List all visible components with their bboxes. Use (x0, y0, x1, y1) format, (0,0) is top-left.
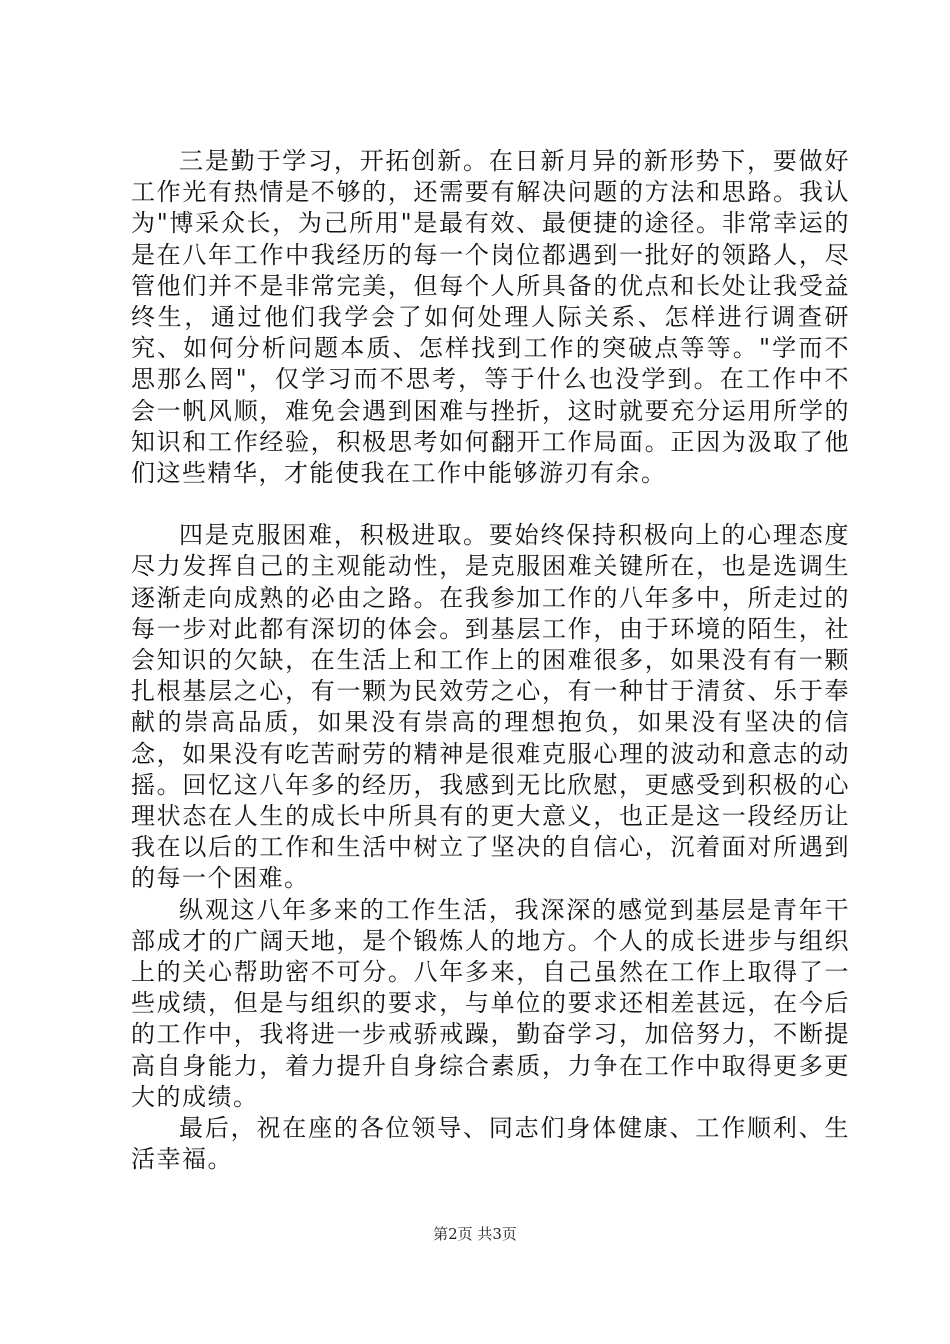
paragraph-overcome-difficulties: 四是克服困难，积极进取。要始终保持积极向上的心理态度尽力发挥自己的主观能动性，是克服困难关键所在，也是选调生逐渐走向成熟的必由之路。在我参加工作的八年多中，所走过的每一步对此都有深切的体会。到基层工作，由于环境的陌生，社会知识的欠缺，在生活上和工作上的困难很多，如果没有有一颗扎根基层之心，有一颗为民效劳之心，有一种甘于清贫、乐于奉献的崇高品质，如果没有崇高的理想抱负，如果没有坚决的信念，如果没有吃苦耐劳的精神是很难克服心理的波动和意志的动摇。回忆这八年多的经历，我感到无比欣慰，更感受到积极的心理状态在人生的成长中所具有的更大意义，也正是这一段经历让我在以后的工作和生活中树立了坚决的自信心，沉着面对所遇到的每一个困难。 (131, 521, 850, 893)
paragraph-study-innovation: 三是勤于学习，开拓创新。在日新月异的新形势下，要做好工作光有热情是不够的，还需要有解决问题的方法和思路。我认为"博采众长，为己所用"是最有效、最便捷的途径。非常幸运的是在八年工作中我经历的每一个岗位都遇到一批好的领路人，尽管他们并不是非常完美，但每个人所具备的优点和长处让我受益终生，通过他们我学会了如何处理人际关系、怎样进行调查研究、如何分析问题本质、怎样找到工作的突破点等等。"学而不思那么罔"，仅学习而不思考，等于什么也没学到。在工作中不会一帆风顺，难免会遇到困难与挫折，这时就要充分运用所学的知识和工作经验，积极思考如何翻开工作局面。正因为汲取了他们这些精华，才能使我在工作中能够游刃有余。 (131, 147, 850, 488)
page-number-footer: 第2页 共3页 (433, 1225, 517, 1243)
paragraph-closing-wishes: 最后，祝在座的各位领导、同志们身体健康、工作顺利、生活幸福。 (131, 1114, 850, 1174)
document-body (131, 146, 850, 1176)
paragraph-review: 纵观这八年多来的工作生活，我深深的感觉到基层是青年干部成才的广阔天地，是个锻炼人的地方。个人的成长进步与组织上的关心帮助密不可分。八年多来，自己虽然在工作上取得了一些成绩，但是与组织的要求，与单位的要求还相差甚远，在今后的工作中，我将进一步戒骄戒躁，勤奋学习，加倍努力，不断提高自身能力，着力提升自身综合素质，力争在工作中取得更多更大的成绩。 (131, 895, 850, 1111)
